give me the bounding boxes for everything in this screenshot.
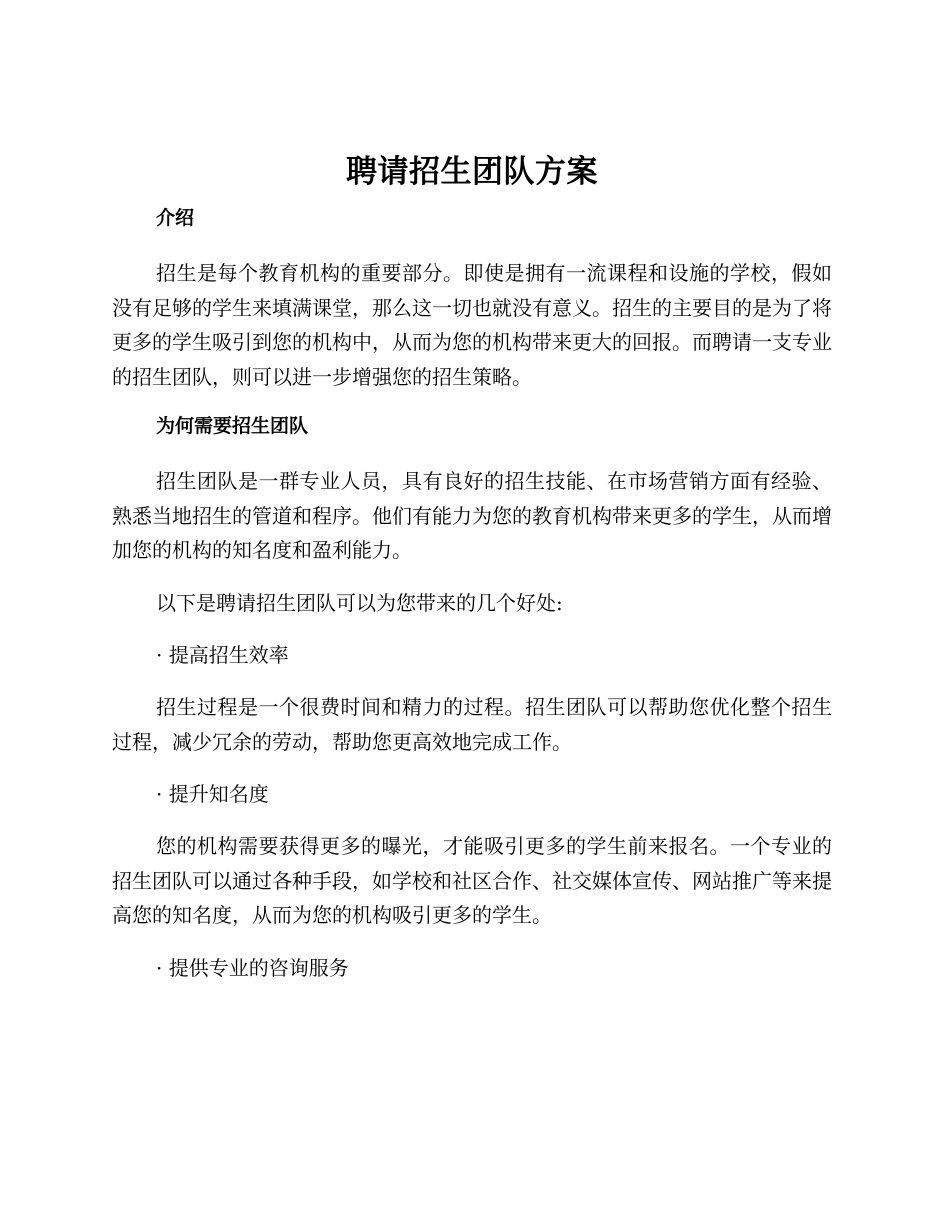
section-heading-intro: 介绍	[156, 207, 195, 229]
document-title: 聘请招生团队方案	[346, 154, 598, 190]
paragraph-benefits-intro: 以下是聘请招生团队可以为您带来的几个好处:	[156, 590, 563, 615]
paragraph-intro: 招生是每个教育机构的重要部分。即使是拥有一流课程和设施的学校，假如没有足够的学生来填满课堂，那么这一切也就没有意义。招生的主要目的是为了将更多的学生吸引到您的机构中，从而为您的机构带来更大的回报。而聘请一支专业的招生团队，则可以进一步增强您的招生策略。	[112, 261, 832, 389]
paragraph-awareness: 您的机构需要获得更多的曝光，才能吸引更多的学生前来报名。一个专业的招生团队可以通过各种手段，如学校和社区合作、社交媒体宣传、网站推广等来提高您的知名度，从而为您的机构吸引更多的学生。	[112, 834, 832, 927]
document-body	[112, 150, 832, 1003]
paragraph-team-definition: 招生团队是一群专业人员，具有良好的招生技能、在市场营销方面有经验、熟悉当地招生的管道和程序。他们有能力为您的教育机构带来更多的学生，从而增加您的机构的知名度和盈利能力。	[112, 469, 832, 562]
bullet-awareness: · 提升知名度	[156, 782, 269, 806]
section-heading-why-team: 为何需要招生团队	[156, 415, 309, 437]
paragraph-efficiency: 招生过程是一个很费时间和精力的过程。招生团队可以帮助您优化整个招生过程，减少冗余的劳动，帮助您更高效地完成工作。	[112, 695, 832, 754]
bullet-consulting: · 提供专业的咨询服务	[156, 955, 349, 980]
bullet-efficiency: · 提高招生效率	[156, 643, 289, 667]
